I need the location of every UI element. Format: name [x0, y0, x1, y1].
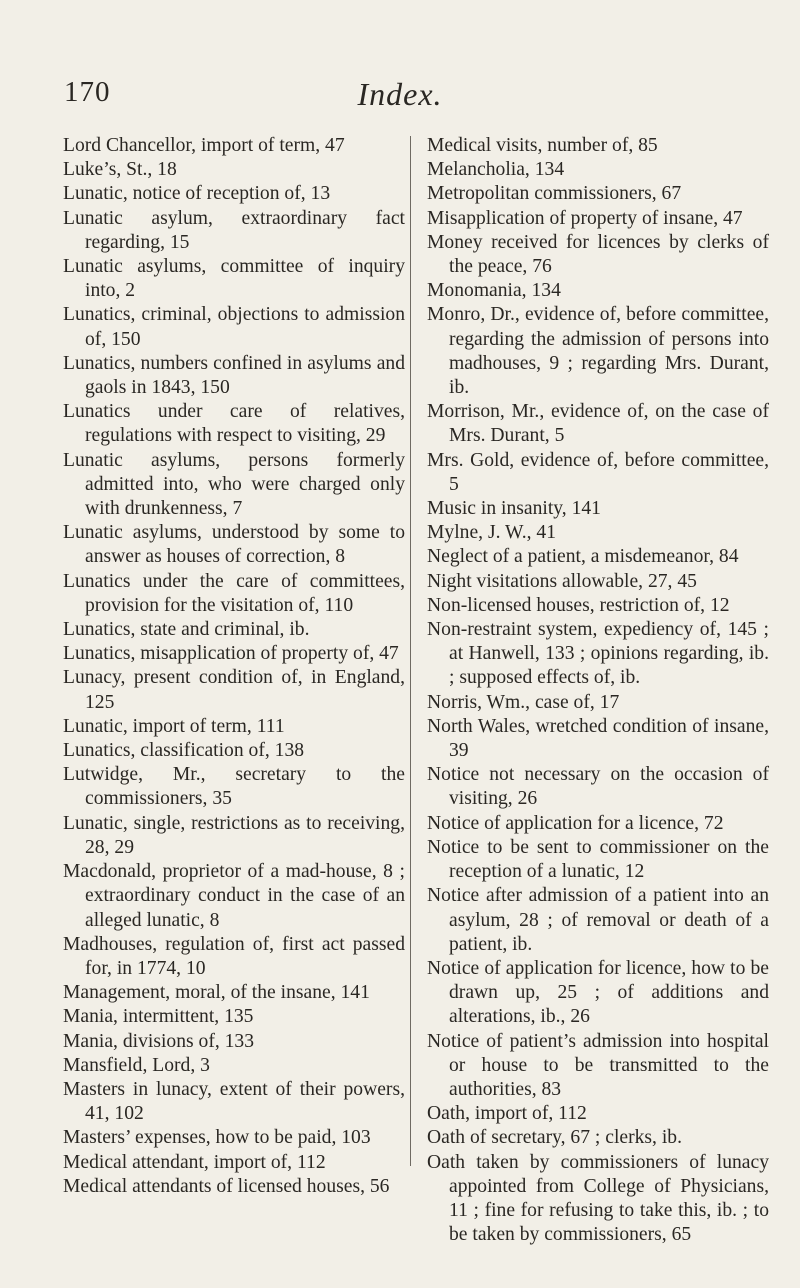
index-entry: Lunatics under the care of committees, provision for the visitation of, 110 [63, 570, 405, 616]
index-entry: Melancholia, 134 [427, 159, 565, 181]
page-number: 170 [64, 76, 111, 108]
index-entry: Management, moral, of the insane, 141 [63, 982, 370, 1004]
index-entry: Monomania, 134 [427, 280, 561, 302]
index-entry: Money received for licences by clerks of the peace, 76 [427, 231, 769, 278]
index-entry: Medical visits, number of, 85 [427, 135, 658, 156]
index-entry: Night visitations allowable, 27, 45 [427, 570, 697, 592]
index-entry: Lunatic, notice of reception of, 13 [63, 183, 331, 205]
index-entry: Lunatics, criminal, objections to admission of, 150 [63, 304, 405, 350]
index-entry: Lunatics under care of relatives, regulations with respect to visiting, 29 [63, 401, 405, 447]
index-entry: Non-licensed houses, restriction of, 12 [427, 594, 730, 616]
index-entry: Non-restraint system, expediency of, 145 ; at Hanwell, 133 ; opinions regarding, ib. ; supposed effects of, ib. [427, 619, 769, 689]
index-entry: Notice of patient’s admission into hospital or house to be transmitted to the authorities, 83 [427, 1030, 769, 1100]
index-entry: Medical attendants of licensed houses, 56 [63, 1175, 390, 1197]
index-entry: Luke’s, St., 18 [63, 159, 177, 181]
index-entry: Oath, import of, 112 [427, 1103, 587, 1125]
index-entry: Mrs. Gold, evidence of, before committee, 5 [427, 449, 769, 495]
index-entry: Oath of secretary, 67 ; clerks, ib. [427, 1127, 682, 1149]
index-entry: Music in insanity, 141 [427, 498, 601, 520]
index-entry: Lunatics, misapplication of property of, 47 [63, 643, 399, 665]
index-entry: Lunatic, single, restrictions as to receiving, 28, 29 [63, 812, 405, 858]
page-title: Index. [357, 76, 443, 112]
index-column-right [427, 134, 769, 1247]
index-entry: Morrison, Mr., evidence of, on the case of Mrs. Durant, 5 [427, 401, 769, 447]
index-entry: Notice to be sent to commissioner on the reception of a lunatic, 12 [427, 836, 769, 883]
index-entry: Lunatic asylums, committee of inquiry into, 2 [63, 256, 405, 302]
index-entry: Monro, Dr., evidence of, before committee, regarding the admission of persons into madhouses, 9 ; regarding Mrs. Durant, ib. [427, 304, 769, 399]
index-entry: Norris, Wm., case of, 17 [427, 691, 620, 713]
index-entry: Lutwidge, Mr., secretary to the commissioners, 35 [63, 764, 405, 810]
index-entry: Oath taken by commissioners of lunacy appointed from College of Physicians, 11 ; fine for refusing to take this, ib. ; to be taken by commissioners, 65 [427, 1151, 769, 1246]
index-entry: Notice of application for licence, how to be drawn up, 25 ; of additions and alterations, ib., 26 [427, 957, 769, 1028]
index-entry: Lunatics, numbers confined in asylums and gaols in 1843, 150 [63, 352, 405, 399]
index-entry: Medical attendant, import of, 112 [63, 1151, 326, 1173]
index-entry: Mania, divisions of, 133 [63, 1030, 255, 1052]
index-entry: Neglect of a patient, a misdemeanor, 84 [427, 546, 739, 568]
index-entry: Lord Chancellor, import of term, 47 [63, 135, 345, 156]
index-entry: Notice not necessary on the occasion of visiting, 26 [427, 764, 769, 810]
index-entry: Lunatics, state and criminal, ib. [63, 619, 310, 641]
column-divider [410, 136, 411, 1166]
index-entry: Misapplication of property of insane, 47 [427, 207, 743, 229]
index-entry: Lunatic, import of term, 111 [63, 715, 285, 737]
index-entry: Lunatic asylum, extraordinary fact regarding, 15 [63, 207, 405, 253]
index-entry: Metropolitan commissioners, 67 [427, 183, 682, 205]
index-entry: North Wales, wretched condition of insane, 39 [427, 715, 769, 762]
index-entry: Macdonald, proprietor of a mad-house, 8 ; extraordinary conduct in the case of an alleged lunatic, 8 [63, 861, 405, 931]
index-entry: Lunatics, classification of, 138 [63, 740, 305, 762]
page-header [0, 76, 800, 116]
index-entry: Lunacy, present condition of, in England, 125 [63, 667, 405, 713]
index-entry: Masters’ expenses, how to be paid, 103 [63, 1127, 371, 1149]
index-entry: Notice of application for a licence, 72 [427, 812, 724, 834]
index-column-left [63, 134, 405, 1199]
index-entry: Mania, intermittent, 135 [63, 1006, 254, 1028]
index-entry: Mylne, J. W., 41 [427, 522, 557, 544]
index-entry: Lunatic asylums, persons formerly admitted into, who were charged only with drunkenness, 7 [63, 449, 405, 520]
index-entry: Mansfield, Lord, 3 [63, 1054, 210, 1076]
index-entry: Lunatic asylums, understood by some to answer as houses of correction, 8 [63, 522, 405, 568]
index-entry: Masters in lunacy, extent of their powers, 41, 102 [63, 1078, 405, 1125]
index-entry: Madhouses, regulation of, first act passed for, in 1774, 10 [63, 933, 405, 979]
index-entry: Notice after admission of a patient into an asylum, 28 ; of removal or death of a patient, ib. [427, 885, 769, 955]
